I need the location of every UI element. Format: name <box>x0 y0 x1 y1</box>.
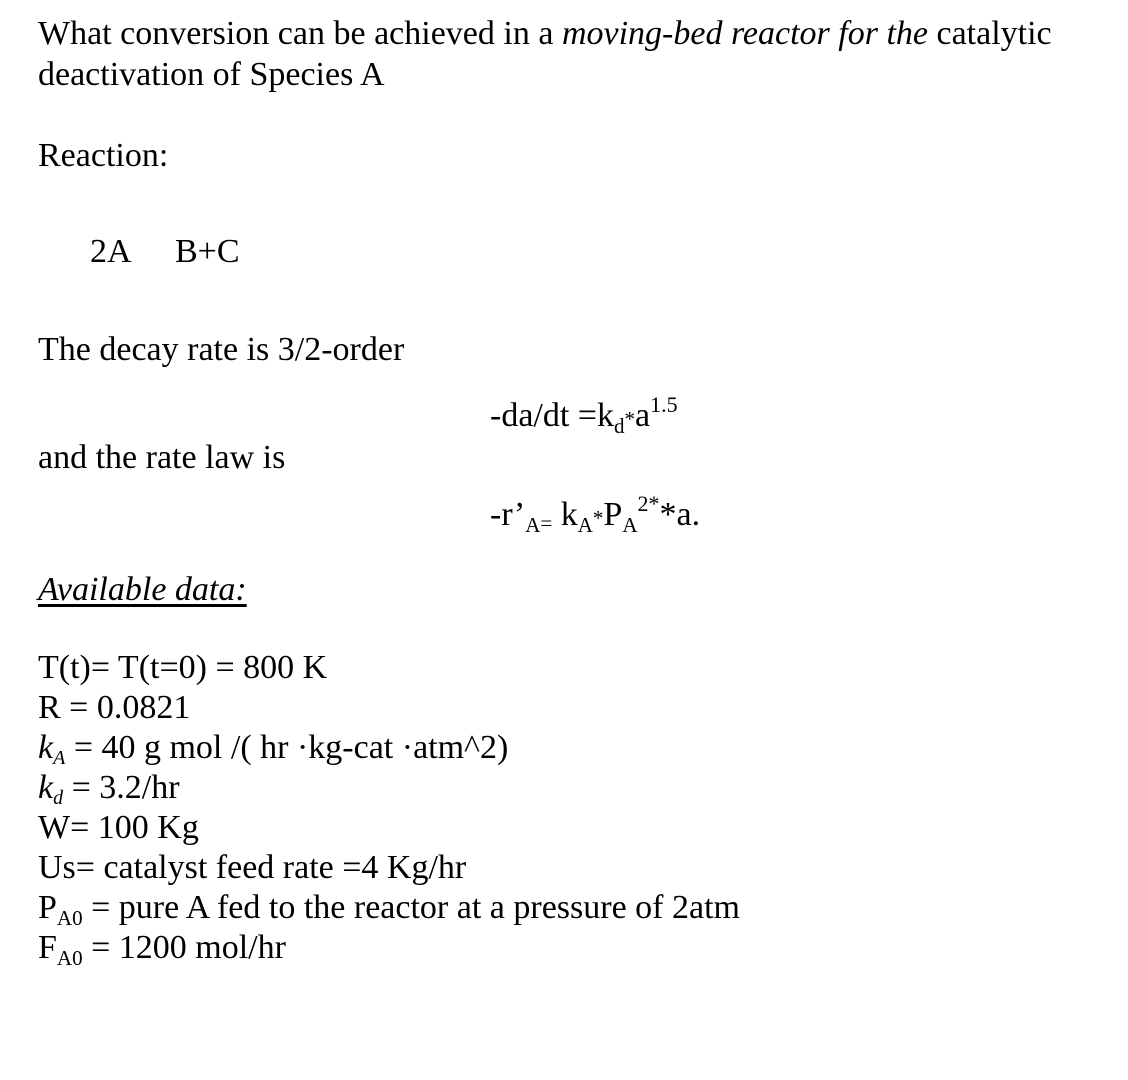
data-kd-value: = 3.2/hr <box>63 769 180 806</box>
reaction-label: Reaction: <box>38 137 169 174</box>
data-FA0-symbol: F <box>38 929 57 966</box>
data-gas-constant: R = 0.0821 <box>38 689 191 726</box>
data-PA0-symbol: P <box>38 889 57 926</box>
data-kd-symbol: k <box>38 769 54 806</box>
rate-eq-p: P <box>603 496 623 533</box>
question-text-italic: moving-bed reactor for the <box>561 15 928 52</box>
decay-equation <box>490 385 678 446</box>
rate-eq-r-sub: A <box>525 513 541 537</box>
data-FA0-sub: A0 <box>56 946 83 970</box>
data-kA-sub: A <box>53 747 66 769</box>
question-text-part3: catalytic <box>928 15 1052 52</box>
rate-eq-r: -r’ <box>490 496 526 533</box>
data-kd-sub: d <box>53 787 64 809</box>
decay-eq-a: a <box>634 397 651 434</box>
reaction-left: 2A <box>90 233 132 270</box>
rate-eq-tail: *a. <box>659 496 701 533</box>
rate-law-text: and the rate law is <box>38 439 286 476</box>
data-kA-symbol: k <box>38 729 54 766</box>
data-PA0-value: = pure A fed to the reactor at a pressure of 2atm <box>82 889 740 926</box>
data-PA0-sub: A0 <box>56 906 83 930</box>
decay-eq-main: -da/dt =k <box>490 397 614 434</box>
rate-eq-star1: * <box>592 506 604 530</box>
question-line-1 <box>38 14 1052 54</box>
decay-eq-sub: d <box>613 414 625 438</box>
decay-eq-star: * <box>624 407 635 431</box>
rate-eq-k-sub: A <box>577 513 593 537</box>
decay-text: The decay rate is 3/2-order <box>38 331 405 368</box>
data-catalyst-weight: W= 100 Kg <box>38 809 199 846</box>
data-FA0 <box>38 928 286 978</box>
data-kA-value: = 40 g mol /( hr ·kg-cat ·atm^2) <box>65 729 509 766</box>
rate-law-equation <box>490 484 700 545</box>
available-data-heading: Available data: <box>38 571 247 608</box>
rate-eq-p-exp: 2* <box>637 491 660 516</box>
question-text-part1: What conversion can be achieved in a <box>38 15 562 52</box>
reaction-right: B+C <box>175 233 240 270</box>
data-catalyst-feed-rate: Us= catalyst feed rate =4 Kg/hr <box>38 849 467 886</box>
rate-eq-equals: = <box>540 511 553 535</box>
rate-eq-k: k <box>560 496 578 533</box>
rate-eq-p-sub: A <box>622 513 638 537</box>
decay-eq-exp: 1.5 <box>650 392 678 417</box>
question-line-2: deactivation of Species A <box>38 56 385 93</box>
data-temperature: T(t)= T(t=0) = 800 K <box>38 649 328 686</box>
data-FA0-value: = 1200 mol/hr <box>82 929 286 966</box>
